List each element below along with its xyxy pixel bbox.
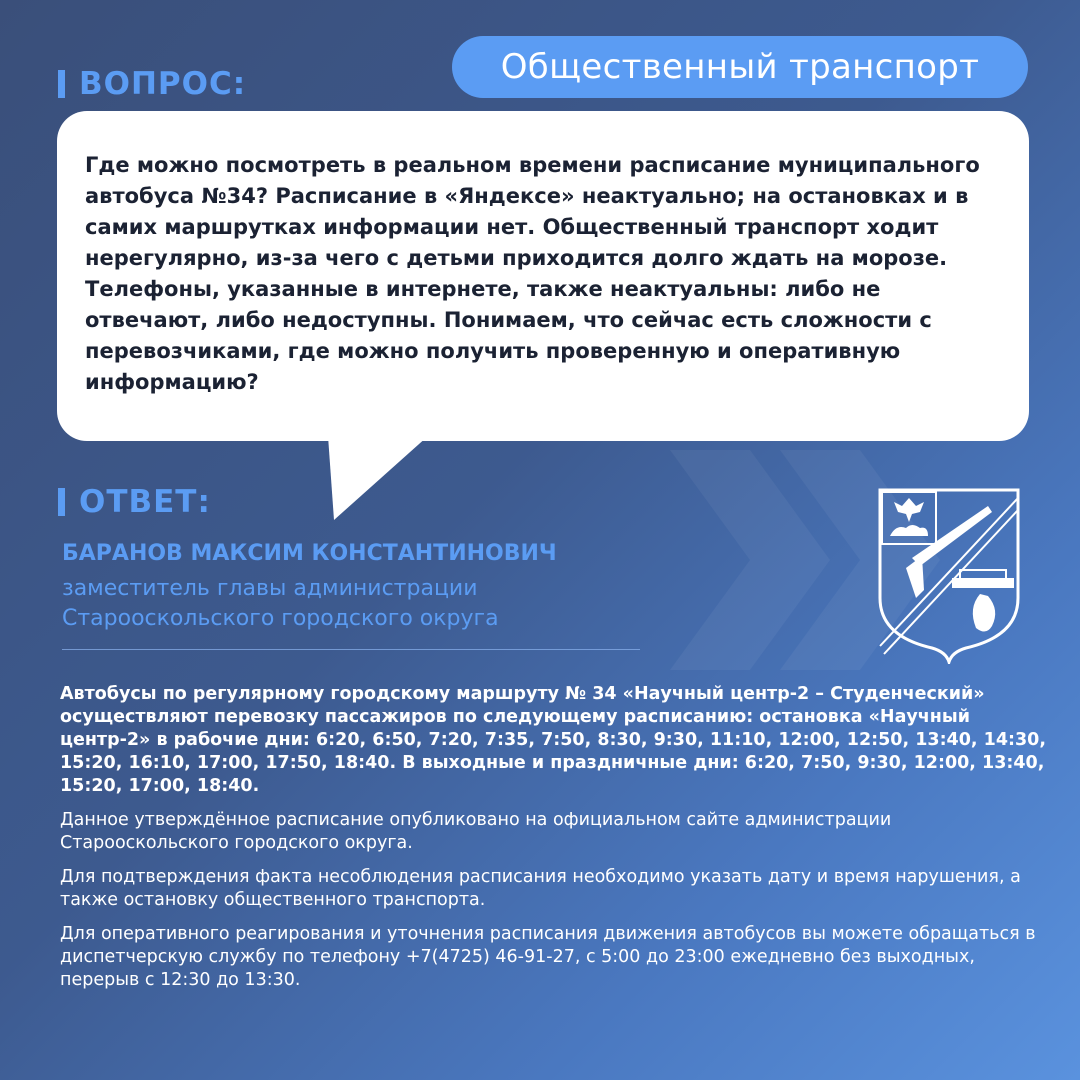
published-paragraph: Данное утверждённое расписание опубликовано на официальном сайте администрации Старооскольского городского округа. [60,810,892,853]
coat-of-arms-icon [876,486,1022,664]
question-text: Где можно посмотреть в реальном времени расписание муниципального автобуса №34? Расписание в «Яндексе» неактуально; на остановках и в самих маршрутках информации нет. Общественный транспорт ходит нерегулярно, из-за чего с детьми приходится долго ждать на морозе. Телефоны, указанные в интернете, также неактуальны: либо не отвечают, либо недоступны. Понимаем, что сейчас есть сложности с перевозчиками, где можно получить проверенную и оперативную информацию? [85,153,980,394]
schedule-paragraph: Автобусы по регулярному городскому маршруту № 34 «Научный центр-2 – Студенческий» осуществляют перевозку пассажиров по следующему расписанию: остановка «Научный центр-2» в рабочие дни: 6:20, 6:50, 7:20, 7:35, 7:50, 8:30, 9:30, 11:10, 12:00, 12:50, 13:40, 14:30, 15:20, 16:10, 17:00, 17:50, 18:40. В выходные и праздничные дни: 6:20, 7:50, 9:30, 12:00, 13:40, 15:20, 17:00, 18:40. [60,684,1047,796]
responder-position: заместитель главы администрации Старооскольского городского округа [62,576,499,631]
answer-label: ОТВЕТ: [79,484,211,520]
heading-bar [58,70,65,98]
violation-paragraph: Для подтверждения факта несоблюдения расписания необходимо указать дату и время нарушения, а также остановку общественного транспорта. [60,867,1021,910]
responder-name: БАРАНОВ МАКСИМ КОНСТАНТИНОВИЧ [62,541,557,566]
bubble-tail [328,436,428,520]
question-label: ВОПРОС: [79,66,247,102]
answer-text-block [60,683,1050,1003]
divider [62,649,640,650]
heading-bar [58,488,65,516]
answer-heading [58,484,211,520]
contact-paragraph: Для оперативного реагирования и уточнения расписания движения автобусов вы можете обращаться в диспетчерскую службу по телефону +7(4725) 46-91-27, с 5:00 до 23:00 ежедневно без выходных, перерыв с 12:30 до 13:30. [60,924,1036,990]
topic-badge: Общественный транспорт [452,36,1028,98]
question-heading [58,66,246,102]
